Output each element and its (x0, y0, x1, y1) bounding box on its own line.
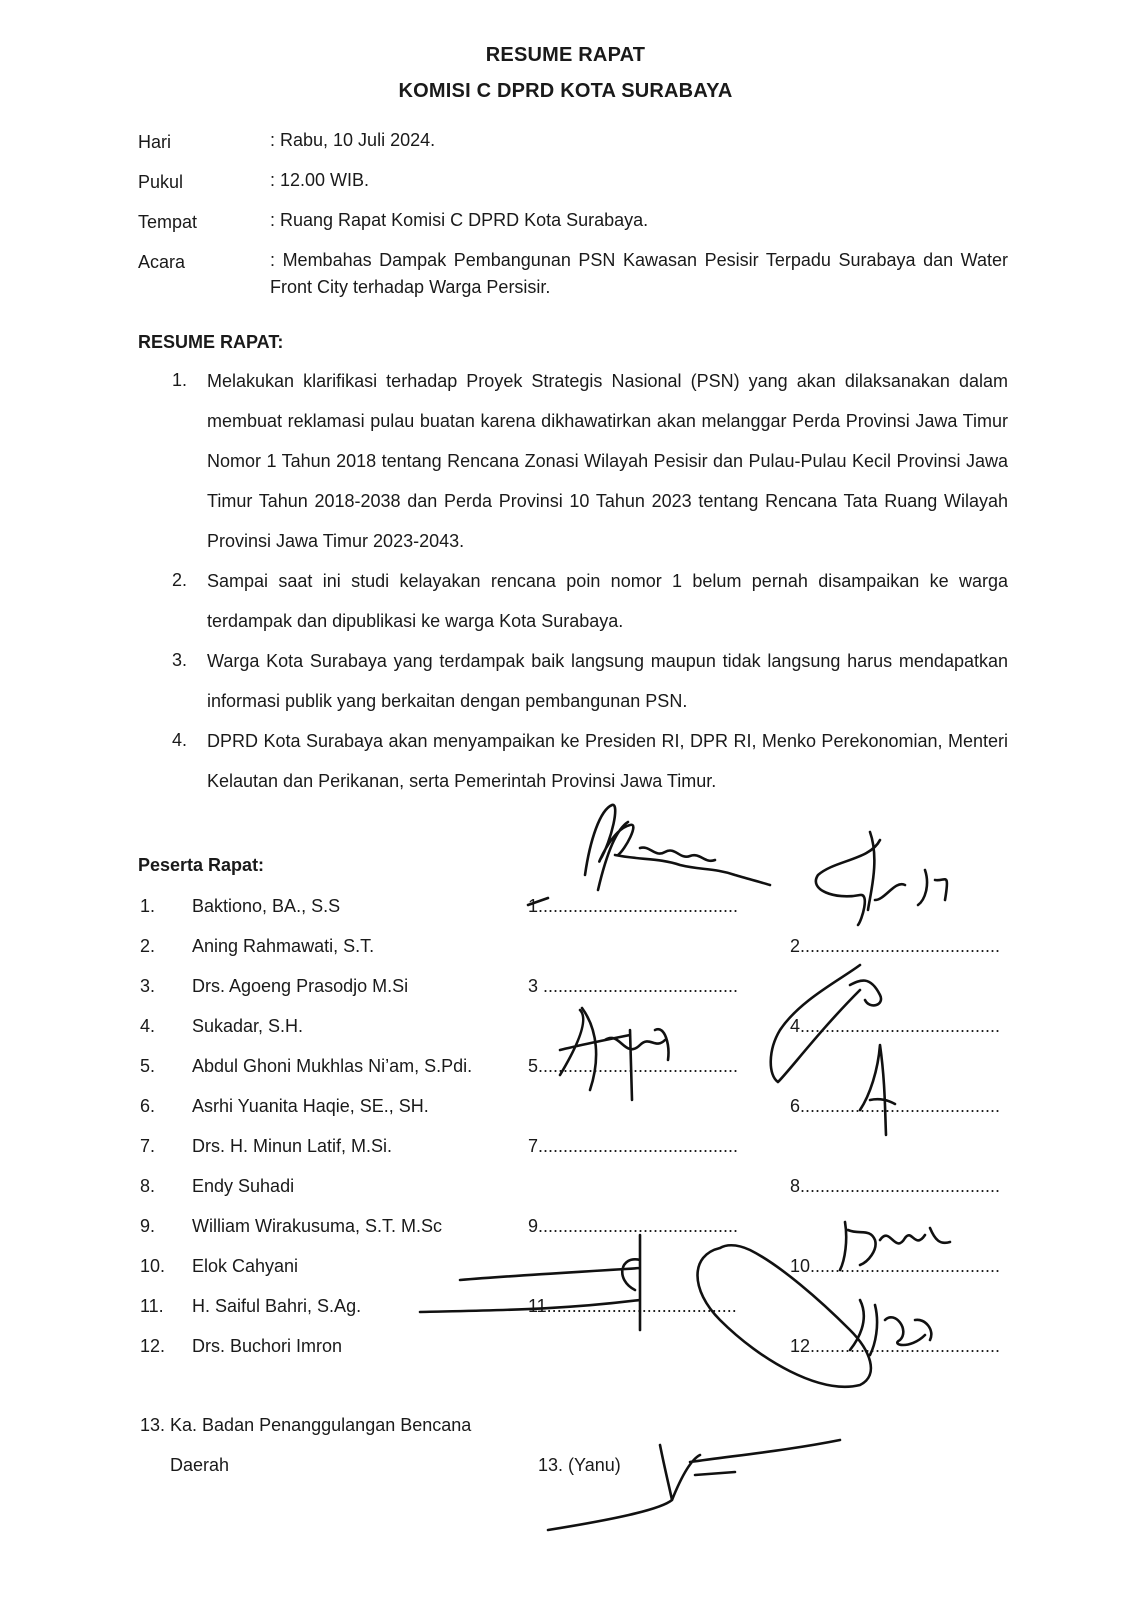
participant-name: Elok Cahyani (192, 1256, 299, 1276)
participant-number: 8. (140, 1176, 156, 1196)
resume-item-number: 4. (172, 730, 188, 750)
participant-name: H. Saiful Bahri, S.Ag. (192, 1296, 362, 1316)
document-title: RESUME RAPAT (485, 44, 646, 66)
participant-number: 11. (140, 1296, 164, 1316)
participant-number: 1. (140, 896, 156, 916)
signature-line: 7........................................ (528, 1136, 739, 1156)
participant-number: 7. (140, 1136, 156, 1156)
signature-line: 3 ....................................... (528, 976, 739, 996)
signature-line: 1........................................ (528, 896, 739, 916)
participant-extra-name: 13. Ka. Badan Penanggulangan Bencana (140, 1415, 472, 1435)
signature-mark (816, 832, 947, 925)
signature-mark (860, 1045, 895, 1135)
signature-mark (548, 1440, 840, 1530)
signature-line: 10...................................... (790, 1256, 1001, 1276)
signature-line: 2........................................ (790, 936, 1001, 956)
participant-number: 3. (140, 976, 156, 996)
signature-line: 13. (Yanu) (538, 1455, 621, 1475)
participant-number: 5. (140, 1056, 156, 1076)
signature-line: 11...................................... (528, 1296, 737, 1316)
signature-line: 8........................................ (790, 1176, 1001, 1196)
participant-name: William Wirakusuma, S.T. M.Sc (192, 1216, 443, 1236)
signature-line: 4........................................ (790, 1016, 1001, 1036)
meta-acara-label: Acara (138, 252, 186, 272)
resume-heading: RESUME RAPAT: (138, 332, 284, 352)
signature-mark (585, 805, 770, 890)
signature-line: 12...................................... (790, 1336, 1001, 1356)
meta-tempat-value: : Ruang Rapat Komisi C DPRD Kota Surabaya. (270, 210, 649, 230)
signature-line: 6........................................ (790, 1096, 1001, 1116)
resume-item-text: DPRD Kota Surabaya akan menyampaikan ke Presiden RI, DPR RI, Menko Perekonomian, Menteri Kelautan dan Perikanan, serta Pemerintah Provinsi Jawa Timur. (207, 731, 1008, 791)
signature-line: 9........................................ (528, 1216, 739, 1236)
resume-item-number: 2. (172, 570, 188, 590)
meta-pukul-label: Pukul (138, 172, 184, 192)
document-subtitle: KOMISI C DPRD KOTA SURABAYA (398, 80, 733, 102)
participant-name: Drs. H. Minun Latif, M.Si. (192, 1136, 393, 1156)
resume-item-text: Sampai saat ini studi kelayakan rencana poin nomor 1 belum pernah disampaikan ke warga terdampak dan dipublikasi ke warga Kota Surabaya. (207, 571, 1008, 631)
participant-name: Asrhi Yuanita Haqie, SE., SH. (192, 1096, 429, 1116)
participant-name: Drs. Buchori Imron (192, 1336, 343, 1356)
participant-name: Sukadar, S.H. (192, 1016, 304, 1036)
participant-number: 4. (140, 1016, 156, 1036)
participant-name: Abdul Ghoni Mukhlas Ni’am, S.Pdi. (192, 1056, 473, 1076)
resume-item-text: Melakukan klarifikasi terhadap Proyek Strategis Nasional (PSN) yang akan dilaksanakan dalam membuat reklamasi pulau buatan karena dikhawatirkan akan melanggar Perda Provinsi Jawa Timur Nomor 1 Tahun 2018 tentang Rencana Zonasi Wilayah Pesisir dan Pulau-Pulau Kecil Provinsi Jawa Timur Tahun 2018-2038 dan Perda Provinsi 10 Tahun 2023 tentang Rencana Tata Ruang Wilayah Provinsi Jawa Timur 2023-2043. (207, 371, 1008, 551)
participants-heading: Peserta Rapat: (138, 855, 265, 875)
meta-pukul-value: : 12.00 WIB. (270, 170, 370, 190)
signature-mark (560, 1008, 668, 1100)
meta-hari-value: : Rabu, 10 Juli 2024. (270, 130, 436, 150)
participant-number: 9. (140, 1216, 156, 1236)
participant-number: 12. (140, 1336, 166, 1356)
participant-number: 6. (140, 1096, 156, 1116)
meta-acara-value: : Membahas Dampak Pembangunan PSN Kawasan Pesisir Terpadu Surabaya dan Water Front City terhadap Warga Persisir. (270, 250, 1008, 297)
signature-line: 5........................................ (528, 1056, 739, 1076)
participant-number: 2. (140, 936, 156, 956)
participant-name: Baktiono, BA., S.S (192, 896, 341, 916)
resume-item-number: 3. (172, 650, 188, 670)
meta-tempat-label: Tempat (138, 212, 198, 232)
resume-item-text: Warga Kota Surabaya yang terdampak baik langsung maupun tidak langsung harus mendapatkan informasi publik yang berkaitan dengan pembangunan PSN. (207, 651, 1008, 711)
meta-hari-label: Hari (138, 132, 172, 152)
participant-name: Aning Rahmawati, S.T. (192, 936, 375, 956)
resume-item-number: 1. (172, 370, 188, 390)
participant-name: Endy Suhadi (192, 1176, 295, 1196)
participant-number: 10. (140, 1256, 166, 1276)
participant-extra-name-cont: Daerah (170, 1455, 230, 1475)
participant-name: Drs. Agoeng Prasodjo M.Si (192, 976, 409, 996)
